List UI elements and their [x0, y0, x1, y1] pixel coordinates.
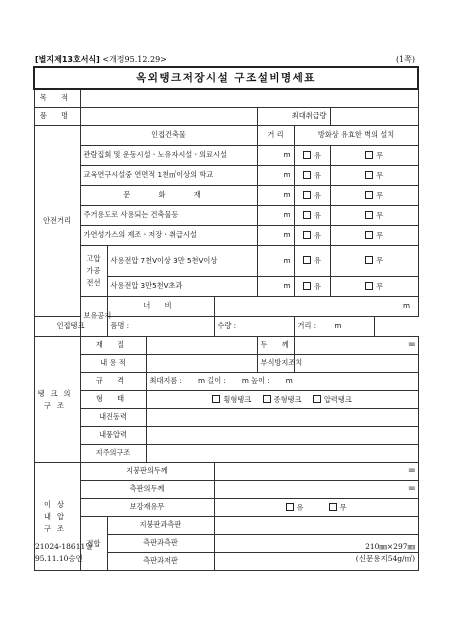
- checkbox-yes[interactable]: [303, 282, 311, 290]
- wind-pressure-field[interactable]: [146, 427, 418, 445]
- checkbox-yes[interactable]: [286, 503, 294, 511]
- adjacent-dist-field[interactable]: 거리 : m: [294, 317, 374, 337]
- checkbox-no[interactable]: [365, 151, 373, 159]
- distance-unit[interactable]: m: [257, 186, 294, 206]
- distance-unit[interactable]: m: [257, 226, 294, 246]
- joint-roof-side-label: 지붕판과측판: [107, 517, 214, 535]
- checkbox-yes[interactable]: [303, 231, 311, 239]
- corrosion-field[interactable]: [294, 355, 418, 373]
- safety-row-gas: 가연성가스의 제조ㆍ저장ㆍ취급시설: [80, 226, 257, 246]
- form-header: [33, 52, 417, 66]
- checkbox-yes[interactable]: [303, 151, 311, 159]
- checkbox-no[interactable]: [365, 282, 373, 290]
- reinforcement-options: 유 무: [214, 499, 418, 517]
- seismic-label: 내진동력: [80, 409, 146, 427]
- checkbox-no[interactable]: [365, 171, 373, 179]
- hv-row-high: 사용전압 3만5천V초과: [107, 277, 257, 297]
- distance-unit[interactable]: m: [257, 206, 294, 226]
- volume-field[interactable]: [146, 355, 257, 373]
- shape-label: 형 태: [80, 391, 146, 409]
- width-label: 너 비: [107, 297, 214, 317]
- shape-options: 횡형탱크 종형탱크 압력탱크: [146, 391, 418, 409]
- checkbox-yes[interactable]: [303, 191, 311, 199]
- revision-date: <개정95.12.29>: [102, 55, 167, 64]
- safety-row-school: 교육연구시설중 연면적 1천㎡이상의 학교: [80, 166, 257, 186]
- safety-row-heritage: 문 화 재: [80, 186, 257, 206]
- corrosion-label: 부식방지조치: [257, 355, 294, 373]
- checkbox-no[interactable]: [329, 503, 337, 511]
- joint-roof-side-field[interactable]: [214, 517, 418, 535]
- checkbox-yes[interactable]: [303, 211, 311, 219]
- safety-row-assembly: 관람집회 및 운동시설ㆍ노유자시설ㆍ의료시설: [80, 146, 257, 166]
- hv-row-low: 사용전압 7천V이상 3만 5천V이상: [107, 246, 257, 277]
- side-thickness-label: 측판의두께: [80, 481, 214, 499]
- checkbox-no[interactable]: [365, 191, 373, 199]
- distance-header: 거 리: [257, 126, 294, 146]
- adjacent-item-field[interactable]: 품명 :: [107, 317, 214, 337]
- max-quantity-label: 최대취급량: [257, 108, 330, 126]
- width-field[interactable]: m: [214, 297, 418, 317]
- checkbox-horizontal-tank[interactable]: [212, 395, 220, 403]
- page-number: (1쪽): [395, 55, 415, 64]
- safety-distance-label: 안전거리: [34, 126, 80, 317]
- thickness-field[interactable]: ㎜: [294, 337, 418, 355]
- checkbox-no[interactable]: [365, 256, 373, 264]
- volume-label: 내 용 적: [80, 355, 146, 373]
- form-number: [별지제13호서식]: [35, 55, 100, 64]
- seismic-field[interactable]: [146, 409, 418, 427]
- spec-form-table: 옥외탱크저장시설 구조설비명세표 목 적 품 명 최대취급량 안전거리 인접건축물 거 리 방화상 유효한 벽의 설치 관람집회 및 운동시설ㆍ노유자시설ㆍ의료시설 m 유 무 교육연구시설중 연면적 1천㎡이상의 학교 m 유 무 문 화 재 m 유 무 주거용도로 사용되는 건축물등 m 유 무 가연성가스의 제조ㆍ저장ㆍ취급시설 m 유 무 고압가공전선 사용전압 7천V이상 3만 5천V이상 m 유 무 사용전압 3만5천V초과 m 유 무 보유공지 너 비 m 인접탱크 품명 : 수량 : 거리 : m 탱크의 구조 재 질 두 께 ㎜ 내 용 적 부식방지조치 규 격 최대지름 : m 길이 : m 높이 : m 형 태 횡형탱크 종형탱크 압력탱크 내진동력 내풍압력 지주의구조 이상 내압 구조 지붕판의두께 ㎜ 측판의두께 ㎜ 보강재유무 유 무 접합 지붕판과측판 측판과측판 측판과저판: [33, 66, 419, 571]
- form-code: 21024-18611일: [35, 542, 93, 551]
- joint-label: 접합: [80, 517, 107, 571]
- adjacent-building-header: 인접건축물: [80, 126, 257, 146]
- thickness-label: 두 께: [257, 337, 294, 355]
- distance-unit[interactable]: m: [257, 246, 294, 277]
- side-thickness-field[interactable]: ㎜: [214, 481, 418, 499]
- checkbox-vertical-tank[interactable]: [263, 395, 271, 403]
- purpose-label: 목 적: [34, 89, 80, 108]
- abnormal-pressure-label: 이상 내압 구조: [34, 463, 80, 571]
- safety-row-residential: 주거용도로 사용되는 건축물등: [80, 206, 257, 226]
- roof-thickness-field[interactable]: ㎜: [214, 463, 418, 481]
- firewall-header: 방화상 유효한 벽의 설치: [294, 126, 418, 146]
- distance-unit[interactable]: m: [257, 146, 294, 166]
- distance-unit[interactable]: m: [257, 277, 294, 297]
- open-space-label: 보유공지: [80, 297, 107, 337]
- form-title: 옥외탱크저장시설 구조설비명세표: [34, 67, 418, 89]
- joint-side-bottom-label: 측판과저판: [107, 553, 214, 571]
- paper-size: 210㎜×297㎜: [365, 542, 415, 551]
- spec-label: 규 격: [80, 373, 146, 391]
- approval-date: 95.11.10승인: [35, 554, 83, 563]
- item-field[interactable]: [80, 108, 257, 126]
- checkbox-no[interactable]: [365, 231, 373, 239]
- paper-type: (신문용지54g/㎡): [355, 554, 415, 563]
- purpose-field[interactable]: [80, 89, 418, 108]
- wind-pressure-label: 내풍압력: [80, 427, 146, 445]
- high-voltage-line-label: 고압가공전선: [80, 246, 107, 297]
- max-quantity-field[interactable]: [330, 108, 418, 126]
- support-field[interactable]: [146, 445, 418, 463]
- material-label: 재 질: [80, 337, 146, 355]
- item-label: 품 명: [34, 108, 80, 126]
- checkbox-no[interactable]: [365, 211, 373, 219]
- checkbox-yes[interactable]: [303, 171, 311, 179]
- adjacent-qty-field[interactable]: 수량 :: [214, 317, 294, 337]
- adjacent-tank-label: 인접탱크: [34, 317, 107, 337]
- distance-unit[interactable]: m: [257, 166, 294, 186]
- tank-structure-label: 탱크의 구조: [34, 337, 80, 463]
- material-field[interactable]: [146, 337, 257, 355]
- joint-side-side-label: 측판과측판: [107, 535, 214, 553]
- spec-field[interactable]: 최대지름 : m 길이 : m 높이 : m: [146, 373, 418, 391]
- checkbox-pressure-tank[interactable]: [313, 395, 321, 403]
- support-label: 지주의구조: [80, 445, 146, 463]
- roof-thickness-label: 지붕판의두께: [80, 463, 214, 481]
- reinforcement-label: 보강재유무: [80, 499, 214, 517]
- checkbox-yes[interactable]: [303, 256, 311, 264]
